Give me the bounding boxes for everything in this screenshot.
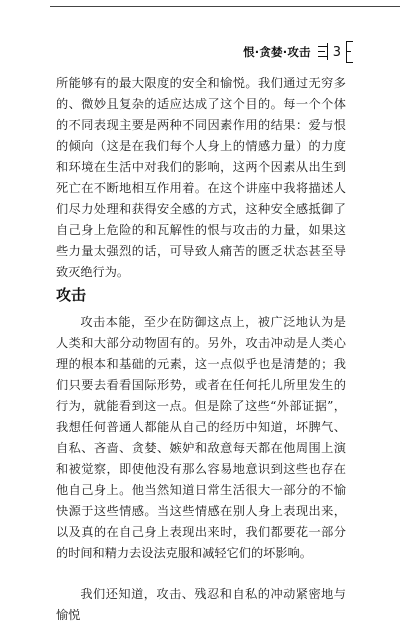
section-heading: 攻击 — [56, 286, 87, 304]
paragraph-text: 我们还知道，攻击、残忍和自私的冲动紧密地与愉悦 — [56, 587, 346, 622]
paragraph-text: 攻击本能，至少在防御这点上，被广泛地认为是人类和大部分动物固有的。另外，攻击冲动是人类心理的根本和基础的元素，这一点似乎也是清楚的；我们只要去看看国际形势，或者在任何托儿所里发生的行为，就能看到这一点。但是除了这些“外部证据”，我想任何普通人都能从自己的经历中知道，坏脾气、自私、吝啬、贪婪、嫉妒和敌意每天都在他周围上演和被觉察，即使他没有那么容易地意识到这些也存在他自己身上。他当然知道日常生活很大一部分的不愉快源于这些情感。当这些情感在别人身上表现出来，以及真的在自己身上表现出来时，我们都要花一部分的时间和精力去设法克服和减轻它们的坏影响。 — [56, 315, 346, 560]
header-ornament-icon — [318, 41, 328, 63]
header-bracket-icon — [346, 41, 354, 63]
page-number: 3 — [332, 44, 341, 60]
running-header — [243, 40, 354, 64]
paragraph — [56, 312, 346, 564]
running-title: 恨·贪婪·攻击 — [243, 45, 311, 59]
paragraph-text: 所能够有的最大限度的安全和愉悦。我们通过无穷多的、微妙且复杂的适应达成了这个目的。每一个个体的不同表现主要是两种不同因素作用的结果：爱与恨的倾向（这是在我们每个人身上的情感力量）的力度和环境在生活中对我们的影响，这两个因素从出生到死亡在不断地相互作用着。在这个讲座中我将描述人们尽力处理和获得安全感的方式，这种安全感抵御了自己身上危险的和瓦解性的恨与攻击的力量，如果这些力量太强烈的话，可导致人痛苦的匮乏状态甚至导致灭绝行为。 — [56, 76, 346, 279]
paragraph — [56, 584, 346, 626]
top-rule — [50, 6, 400, 7]
paragraph-continued — [56, 73, 346, 283]
